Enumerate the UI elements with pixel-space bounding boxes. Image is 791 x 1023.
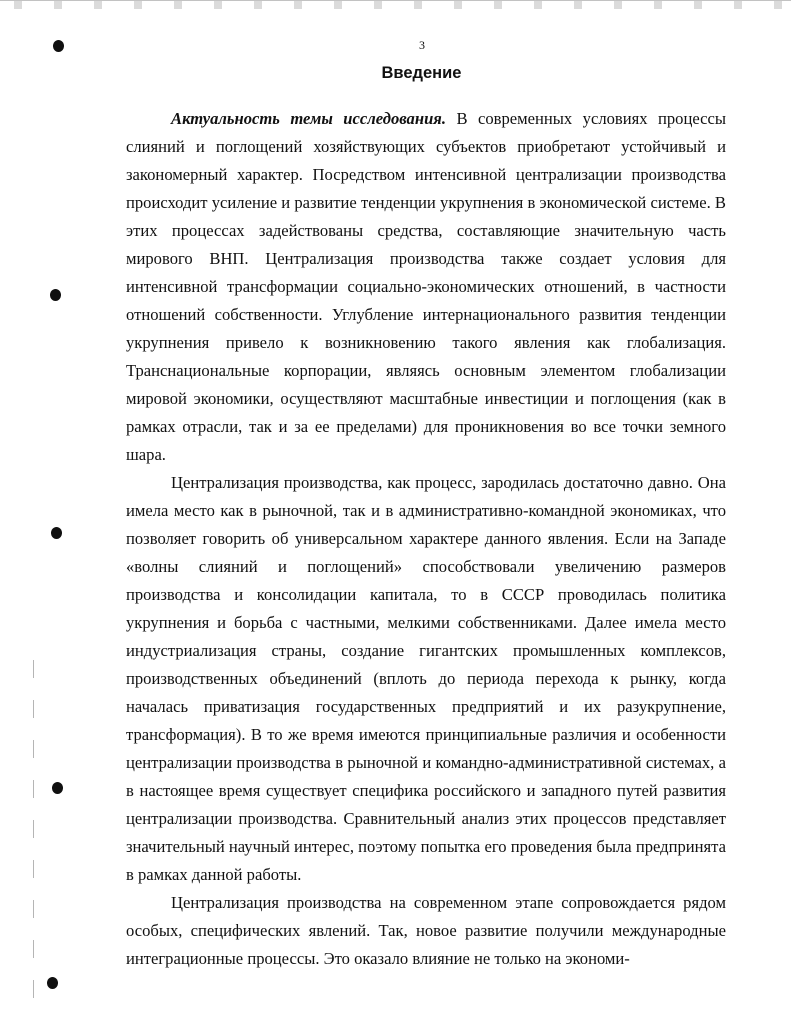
paragraph-relevance [126,105,726,469]
paragraph-lead: Актуальность темы исследования. [171,109,446,128]
page-number: 3 [419,38,425,52]
binder-hole-3 [51,527,62,539]
body-text [126,105,726,973]
binder-hole-5 [47,977,58,989]
paragraph-modern-stage: Централизация производства на современном этапе сопровождается рядом особых, специфических явлений. Так, новое развитие получили международные интеграционные процессы. Это оказало влияние не только на экономи- [126,893,726,968]
paragraph-centralization-history: Централизация производства, как процесс, зародилась достаточно давно. Она имела место как в рыночной, так и в административно-командной экономиках, что позволяет говорить об универсальном характере данного явления. Если на Западе «волны слияний и поглощений» способствовали увеличению размеров производства и консолидации капитала, то в СССР проводилась политика укрупнения и борьба с частными, мелкими собственниками. Далее имела место индустриализация страны, создание гигантских промышленных комплексов, производственных объединений (вплоть до периода перехода к рынку, когда началась приватизация государственных предприятий и их разукрупнение, трансформация). В то же время имеются принципиальные различия и особенности централизации производства в рыночной и командно-административной системах, а в настоящее время существует специфика российского и западного путей развития централизации производства. Сравнительный анализ этих процессов представляет значительный научный интерес, поэтому попытка его проведения была предпринята в рамках данной работы. [126,473,726,884]
scan-margin-line [33,660,34,1000]
scan-edge-artifact [0,0,791,9]
paragraph-text: В современных условиях процессы слияний и поглощений хозяйствующих субъектов приобретают устойчивый и закономерный характер. Посредством интенсивной централизации производства происходит усиление и развитие тенденции укрупнения в экономической системе. В этих процессах задействованы средства, составляющие значительную часть мирового ВНП. Централизация производства также создает условия для интенсивной трансформации социально-экономических отношений, в частности отношений собственности. Углубление интернационального развития тенденции укрупнения привело к возникновению такого явления как глобализация. Транснациональные корпорации, являясь основным элементом глобализации мировой экономики, осуществляют масштабные инвестиции и поглощения (как в рамках отрасли, так и за ее пределами) для проникновения во все точки земного шара. [126,109,726,464]
page-title: Введение [381,64,462,82]
binder-hole-4 [52,782,63,794]
binder-hole-1 [53,40,64,52]
binder-hole-2 [50,289,61,301]
